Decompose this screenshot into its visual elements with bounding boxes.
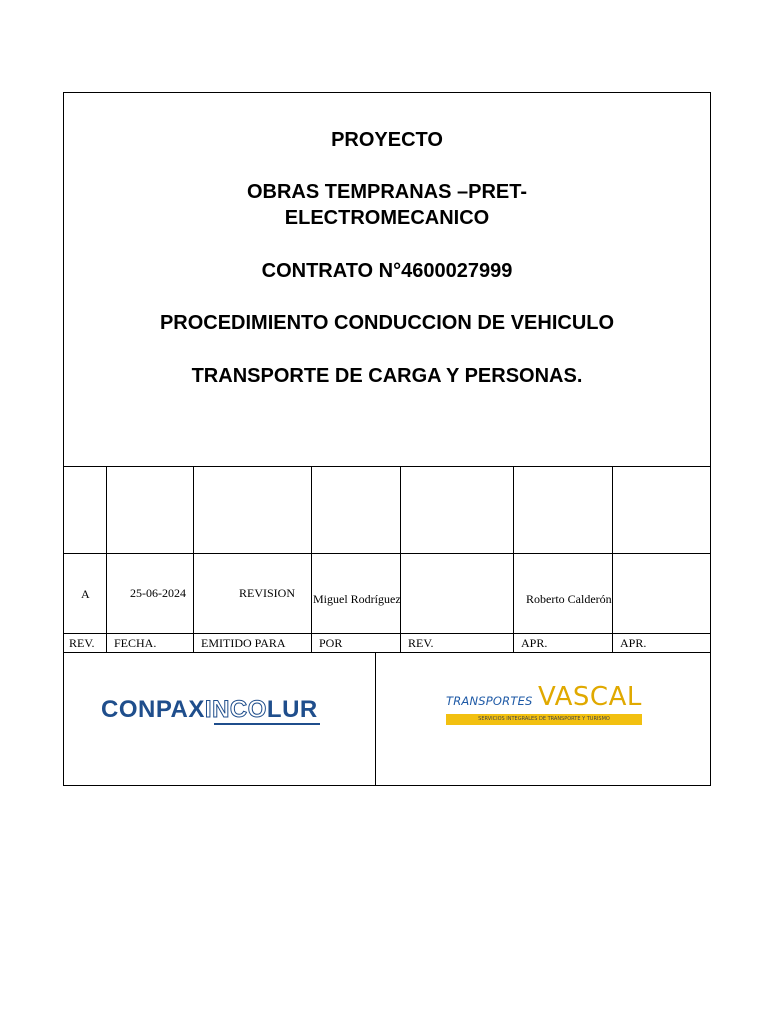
revision-issued-for: REVISION bbox=[239, 586, 295, 600]
column-divider bbox=[193, 466, 194, 653]
header-approved: APR. bbox=[521, 636, 548, 650]
lur-logo-text: LUR bbox=[266, 696, 318, 723]
logo-divider bbox=[375, 653, 376, 785]
logos-section bbox=[64, 653, 710, 785]
header-approved-2: APR. bbox=[620, 636, 647, 650]
document-cover-frame bbox=[63, 92, 711, 786]
revision-code: A bbox=[81, 587, 90, 601]
vascal-logo-prefix: TRANSPORTES bbox=[446, 694, 533, 708]
header-date: FECHA. bbox=[114, 636, 157, 650]
revision-by: Miguel Rodríguez bbox=[313, 592, 401, 606]
header-reviewed: REV. bbox=[408, 636, 434, 650]
table-top-border bbox=[64, 466, 710, 467]
conpax-logo-underline bbox=[214, 723, 320, 725]
works-title-line1: OBRAS TEMPRANAS –PRET- bbox=[246, 181, 528, 203]
inco-logo-text: INCO bbox=[204, 696, 267, 723]
title-block bbox=[64, 93, 710, 466]
column-divider bbox=[400, 466, 401, 653]
vascal-logo-name: VASCAL bbox=[538, 682, 642, 712]
contract-number: CONTRATO N°4600027999 bbox=[261, 260, 513, 282]
transportes-vascal-logo bbox=[446, 683, 642, 727]
project-heading: PROYECTO bbox=[331, 129, 443, 151]
column-divider bbox=[612, 466, 613, 653]
revision-approved: Roberto Calderón bbox=[526, 592, 612, 606]
procedure-title: PROCEDIMIENTO CONDUCCION DE VEHICULO bbox=[159, 312, 615, 334]
table-row-divider bbox=[64, 553, 710, 554]
table-row-divider bbox=[64, 633, 710, 634]
conpax-incolur-logo bbox=[101, 697, 318, 723]
vascal-logo-tagline: SERVICIOS INTEGRALES DE TRANSPORTE Y TURISMO bbox=[446, 714, 642, 725]
column-divider bbox=[513, 466, 514, 653]
revision-date: 25-06-2024 bbox=[130, 586, 186, 600]
column-divider bbox=[311, 466, 312, 653]
column-divider bbox=[106, 466, 107, 653]
transport-subtitle: TRANSPORTE DE CARGA Y PERSONAS. bbox=[191, 365, 583, 387]
revision-table bbox=[64, 466, 710, 653]
header-by: POR bbox=[319, 636, 343, 650]
conpax-logo-text: CONPAX bbox=[101, 696, 205, 723]
works-title-line2: ELECTROMECANICO bbox=[284, 207, 490, 229]
header-issued-for: EMITIDO PARA bbox=[201, 636, 286, 650]
header-rev: REV. bbox=[69, 636, 95, 650]
